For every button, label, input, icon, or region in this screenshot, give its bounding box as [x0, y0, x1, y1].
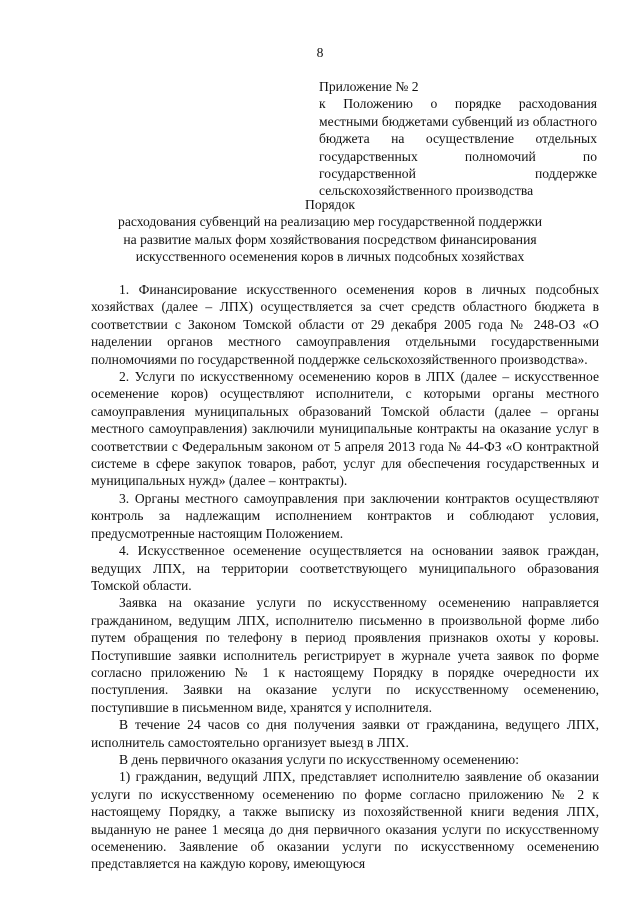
paragraph-3: 3. Органы местного самоуправления при заключении контрактов осуществляют контроль за надлежащим исполнением контрактов и соблюдают условия, предусмотренные настоящим Положением.: [91, 490, 599, 541]
paragraph-1: 1. Финансирование искусственного осеменения коров в личных подсобных хозяйствах (далее – ЛПХ) осуществляется за счет средств областного бюджета в соответствии с Законом Томской области от 29 декабря 2005 года № 248-ОЗ «О наделении органов местного самоуправления отдельными государственными полномочиями по государственной поддержке сельскохозяйственного производства».: [91, 282, 599, 367]
paragraph-5: Заявка на оказание услуги по искусственному осеменению направляется гражданином, ведущим ЛПХ, исполнителю письменно в произвольной форме либо путем обращения по телефону в период проявления признаков охоты у коровы. Поступившие заявки исполнитель регистрирует в журнале учета заявок по форме согласно приложению № 1 к настоящему Порядку в порядке очередности их поступления. Заявки на оказание услуги по искусственному осеменению, поступившие в письменном виде, хранятся у исполнителя.: [91, 595, 599, 715]
title-line-4: искусственного осеменения коров в личных подсобных хозяйствах: [135, 249, 525, 265]
appendix-heading: Приложение № 2: [319, 79, 419, 94]
document-body: [91, 281, 599, 873]
title-line-2: расходования субвенций на реализацию мер государственной поддержки: [118, 214, 542, 230]
appendix-text: к Положению о порядке расходования местными бюджетами субвенций из областного бюджета на осуществление отдельных государственных полномочий по государственной поддержке сельскохозяйственного производства: [319, 96, 597, 199]
paragraph-2: 2. Услуги по искусственному осеменению коров в ЛПХ (далее – искусственное осеменение коров) осуществляют исполнители, с которыми органы местного самоуправления муниципальных образований Томской области (далее – органы местного самоуправления) заключили муниципальные контракты на оказание услуг в соответствии с Федеральным законом от 5 апреля 2013 года № 44-ФЗ «О контрактной системе в сфере закупок товаров, работ, услуг для обеспечения государственных и муниципальных нужд» (далее – контракты).: [91, 369, 599, 489]
paragraph-4: 4. Искусственное осеменение осуществляется на основании заявок граждан, ведущих ЛПХ, на территории соответствующего муниципального образования Томской области.: [91, 543, 599, 593]
appendix-block: [319, 78, 597, 200]
title-line-1: Порядок: [305, 197, 355, 212]
title-line-3: на развитие малых форм хозяйствования посредством финансирования: [123, 231, 537, 247]
paragraph-6: В течение 24 часов со дня получения заявки от гражданина, ведущего ЛПХ, исполнитель самостоятельно организует выезд в ЛПХ.: [91, 717, 599, 750]
paragraph-7: В день первичного оказания услуги по искусственному осеменению:: [119, 751, 519, 767]
document-title: [60, 196, 600, 266]
page-number: 8: [316, 45, 324, 60]
paragraph-8: 1) гражданин, ведущий ЛПХ, представляет исполнителю заявление об оказании услуги по искусственному осеменению по форме согласно приложению № 2 к настоящему Порядку, а также выписку из похозяйственной книги ведения ЛПХ, выданную не ранее 1 месяца до дня первичного оказания услуги по искусственному осеменению. Заявление об оказании услуги по искусственному осеменению представляется на каждую корову, имеющуюся: [91, 769, 599, 872]
